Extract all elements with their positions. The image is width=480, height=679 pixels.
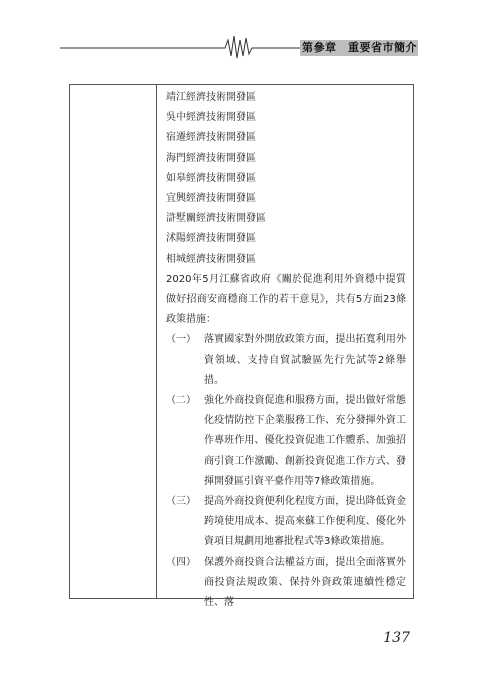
zone-list-item: 滸墅關經濟技術開發區 [166, 213, 266, 225]
policy-item-number: （一） [166, 334, 196, 346]
zone-list-item: 海門經濟技術開發區 [166, 152, 256, 164]
chapter-title: 第參章 重要省市簡介 [302, 41, 417, 54]
zone-list-item: 靖江經濟技術開發區 [166, 92, 256, 103]
table-column-divider [156, 84, 157, 599]
zone-list-item: 相城經濟技術開發區 [166, 253, 256, 265]
table-content-cell [166, 88, 406, 613]
zone-list-item: 宜興經濟技術開發區 [166, 193, 256, 205]
policy-item [166, 553, 406, 614]
zone-list-item: 吳中經濟技術開發區 [166, 112, 256, 124]
policy-item-number: （二） [166, 395, 196, 407]
page-number: 137 [383, 630, 410, 646]
zone-list-item: 沭陽經濟技術開發區 [166, 233, 256, 245]
policy-item [166, 391, 406, 492]
policy-item-number: （四） [166, 556, 196, 568]
policy-item-text: 強化外商投資促進和服務方面，提出做好常態化疫情防控下企業服務工作、充分發揮外資工作專班作用、優化投資促進工作體系、加強招商引資工作激勵、創新投資促進工作方式、發揮開發區引資平臺作用等7條政策措施。 [204, 395, 406, 487]
policy-item-text: 保護外商投資合法權益方面，提出全面落實外商投資法規政策、保持外資政策連續性穩定性、落 [204, 556, 406, 609]
policy-intro-paragraph: 2020年5月江蘇省政府《關於促進利用外資穩中提質做好招商安商穩商工作的若干意見》，共有5方面23條政策措施： [166, 273, 406, 326]
policy-item-text: 提高外商投資便利化程度方面，提出降低資金跨境使用成本、提高來蘇工作便利度、優化外資項目規劃用地審批程式等3條政策措施。 [204, 496, 406, 548]
zone-list-item: 如皋經濟技術開發區 [166, 172, 256, 184]
policy-item [166, 492, 406, 553]
policy-item [166, 330, 406, 391]
zone-list-item: 宿遷經濟技術開發區 [166, 132, 256, 144]
policy-item-text: 落實國家對外開放政策方面，提出拓寬利用外資領域、支持自貿試驗區先行先試等2條舉措。 [204, 334, 406, 386]
policy-item-number: （三） [166, 496, 196, 508]
